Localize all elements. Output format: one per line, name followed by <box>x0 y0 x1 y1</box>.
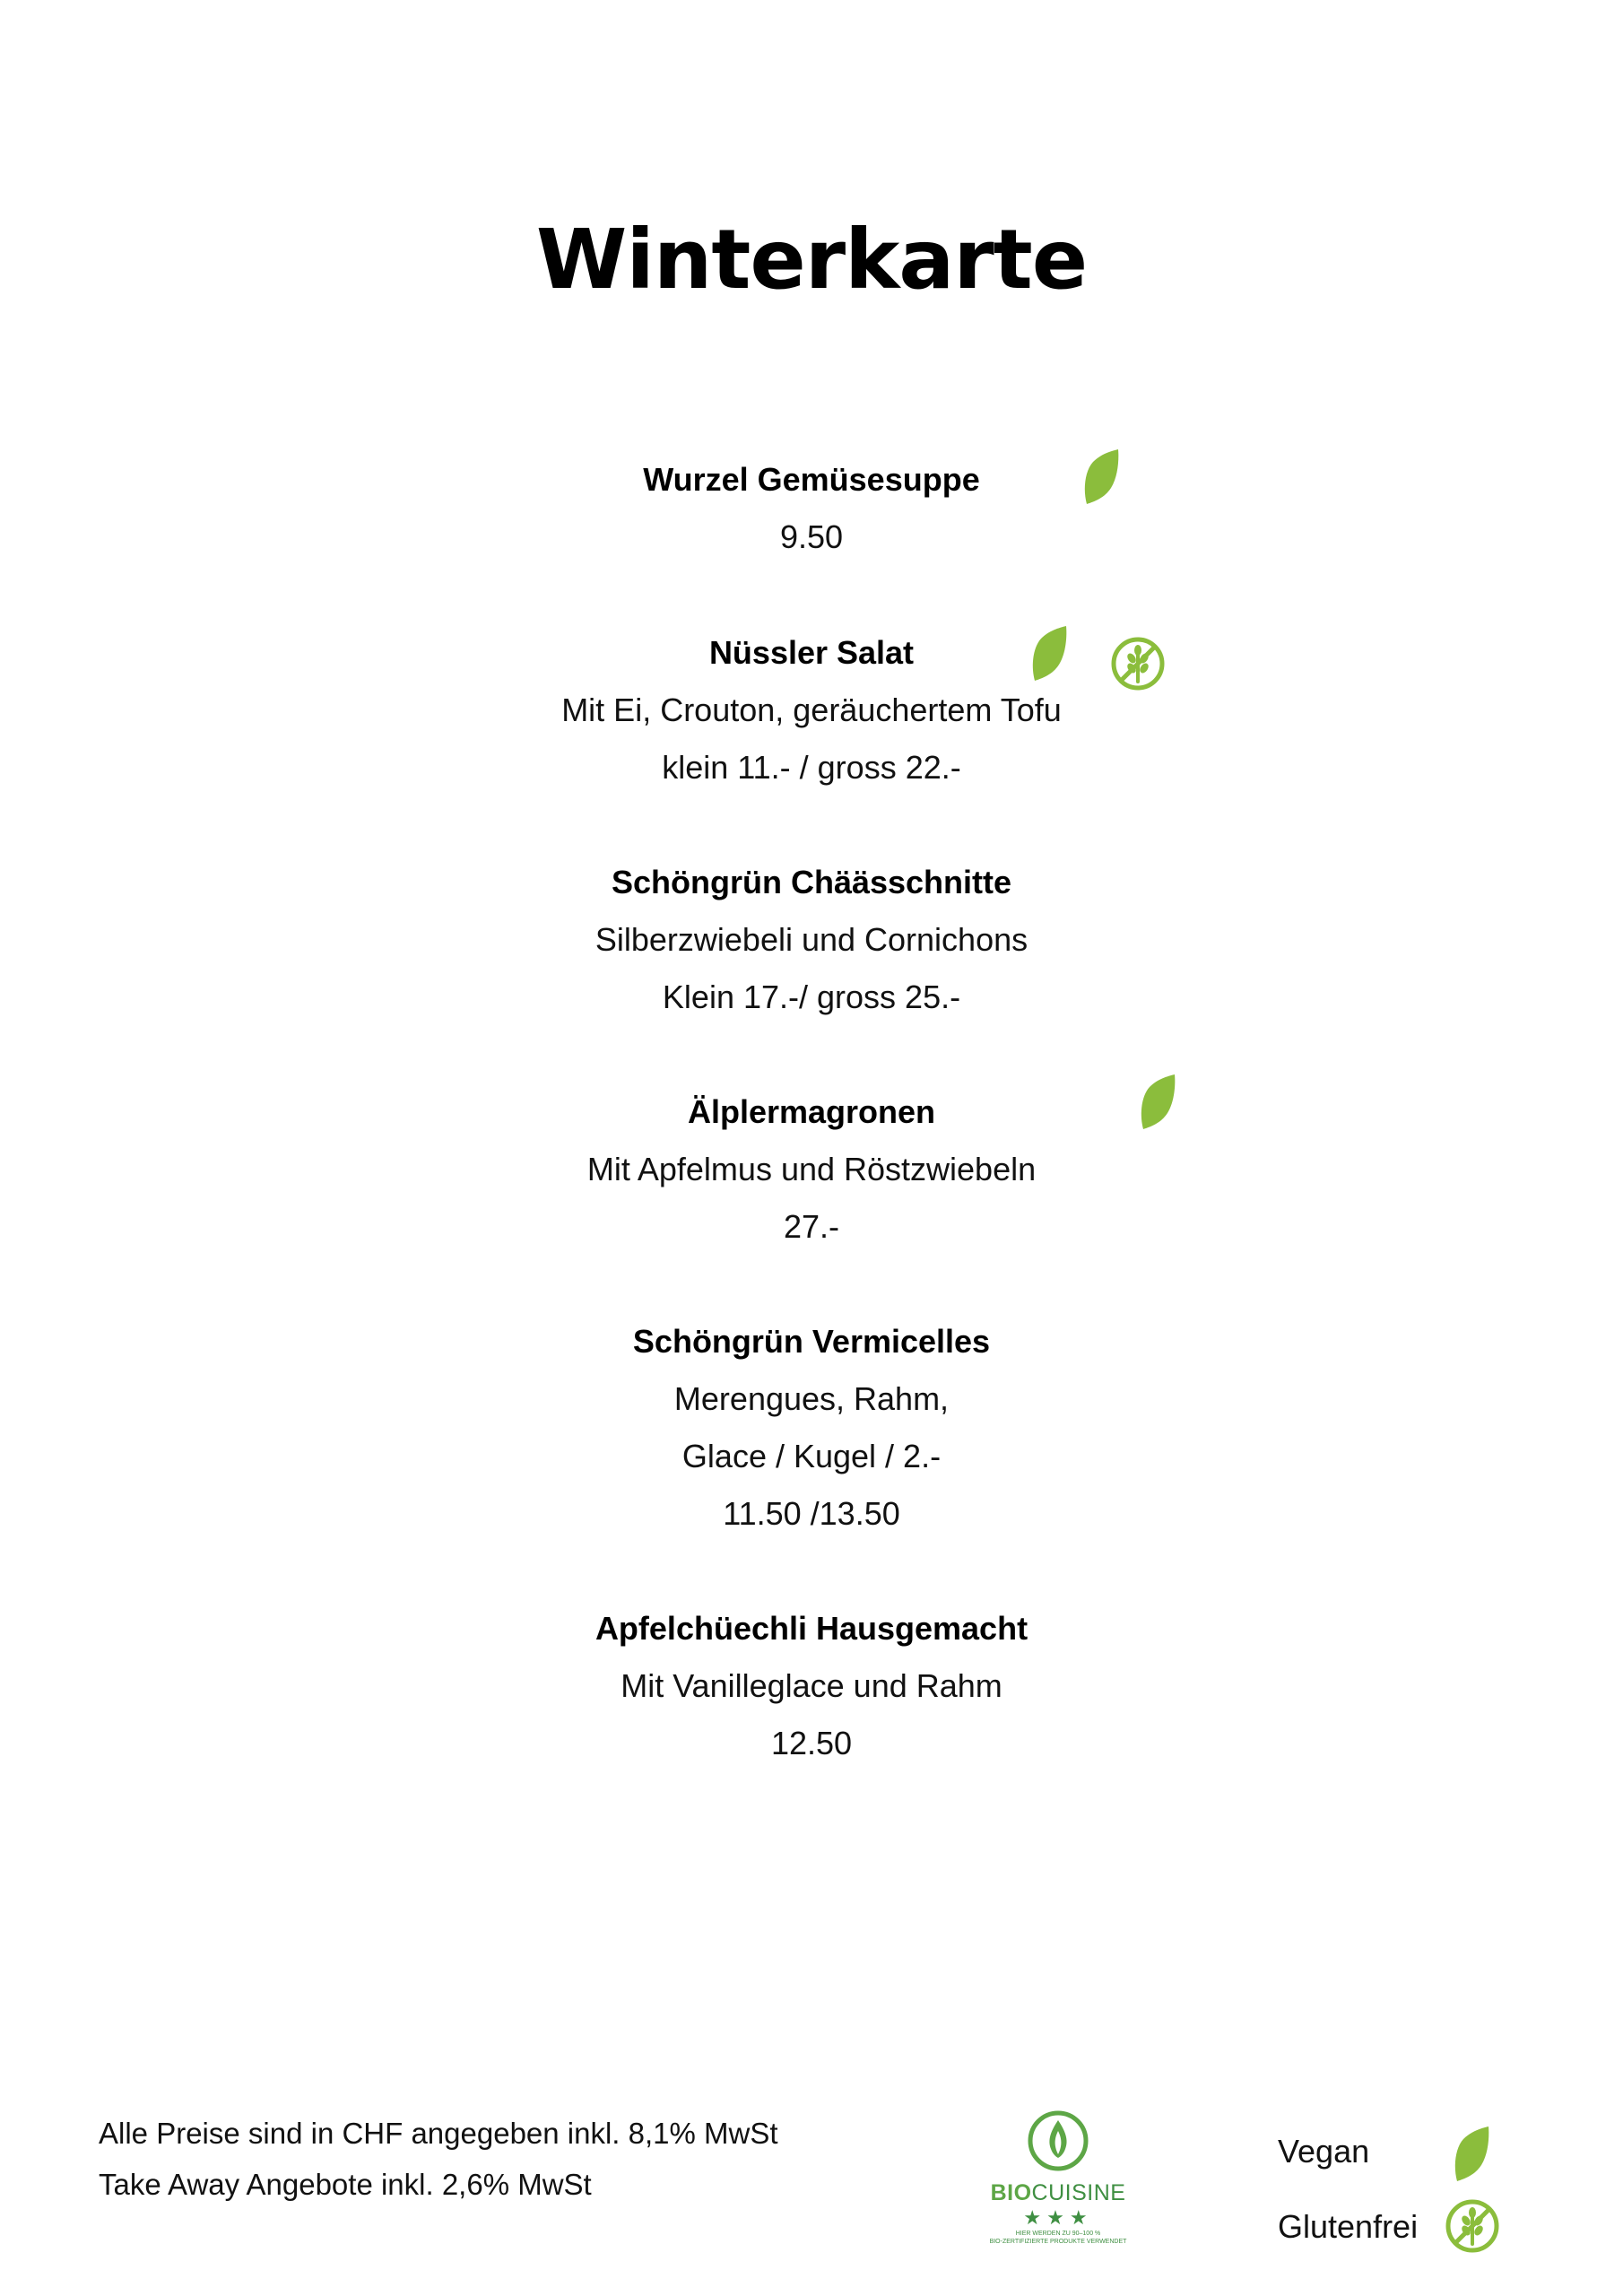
dish-price: 9.50 <box>779 518 844 555</box>
dish-name: Nüssler Salat <box>708 634 915 671</box>
leaf-icon <box>1137 1074 1176 1131</box>
dish-description: Merengues, Rahm, <box>673 1380 950 1417</box>
dish-item <box>0 1600 1623 1772</box>
logo-stars: ★★★ <box>1023 2206 1093 2229</box>
dish-price: 12.50 <box>770 1725 853 1761</box>
gluten-free-icon <box>1109 635 1167 692</box>
logo-fineprint: BIO-ZERTIFIZIERTE PRODUKTE VERWENDET <box>989 2239 1127 2245</box>
dish-name: Älplermagronen <box>687 1093 936 1130</box>
page-title: Winterkarte <box>535 212 1088 308</box>
dish-price: Klein 17.-/ gross 25.- <box>662 978 961 1015</box>
footer-notes <box>99 2108 778 2210</box>
dish-name: Schöngrün Chäässchnitte <box>611 864 1012 900</box>
dish-item <box>0 624 1623 796</box>
dish-price: 27.- <box>783 1208 840 1245</box>
dish-name: Wurzel Gemüsesuppe <box>643 461 980 498</box>
leaf-icon <box>1451 2126 1490 2183</box>
logo-wordmark: BIOCUISINE <box>990 2180 1126 2205</box>
biocuisine-logo <box>982 2109 1134 2246</box>
dish-name: Schöngrün Vermicelles <box>632 1323 991 1360</box>
dish-description: Mit Vanilleglace und Rahm <box>621 1667 1002 1704</box>
takeaway-note: Take Away Angebote inkl. 2,6% MwSt <box>99 2168 592 2201</box>
dish-description: Glace / Kugel / 2.- <box>681 1438 942 1474</box>
legend-vegan-label: Vegan <box>1278 2133 1370 2170</box>
price-note: Alle Preise sind in CHF angegeben inkl. 8,1% MwSt <box>99 2117 778 2150</box>
leaf-icon <box>1081 448 1120 506</box>
dish-item <box>0 1313 1623 1543</box>
dish-price: 11.50 /13.50 <box>723 1495 900 1532</box>
dish-item <box>0 451 1623 566</box>
dish-name: Apfelchüechli Hausgemacht <box>595 1610 1028 1647</box>
legend-glutenfree-label: Glutenfrei <box>1278 2208 1419 2245</box>
gluten-free-icon <box>1444 2197 1501 2255</box>
biocuisine-emblem-icon <box>1027 2109 1089 2172</box>
dish-item <box>0 854 1623 1026</box>
dish-description: Mit Apfelmus und Röstzwiebeln <box>586 1151 1037 1187</box>
dish-description: Mit Ei, Crouton, geräuchertem Tofu <box>561 691 1062 728</box>
dish-price: klein 11.- / gross 22.- <box>662 749 961 786</box>
logo-fineprint: HIER WERDEN ZU 90–100 % <box>1015 2231 1101 2237</box>
dish-description: Silberzwiebeli und Cornichons <box>595 921 1028 958</box>
dish-item <box>0 1083 1623 1256</box>
leaf-icon <box>1028 625 1068 683</box>
